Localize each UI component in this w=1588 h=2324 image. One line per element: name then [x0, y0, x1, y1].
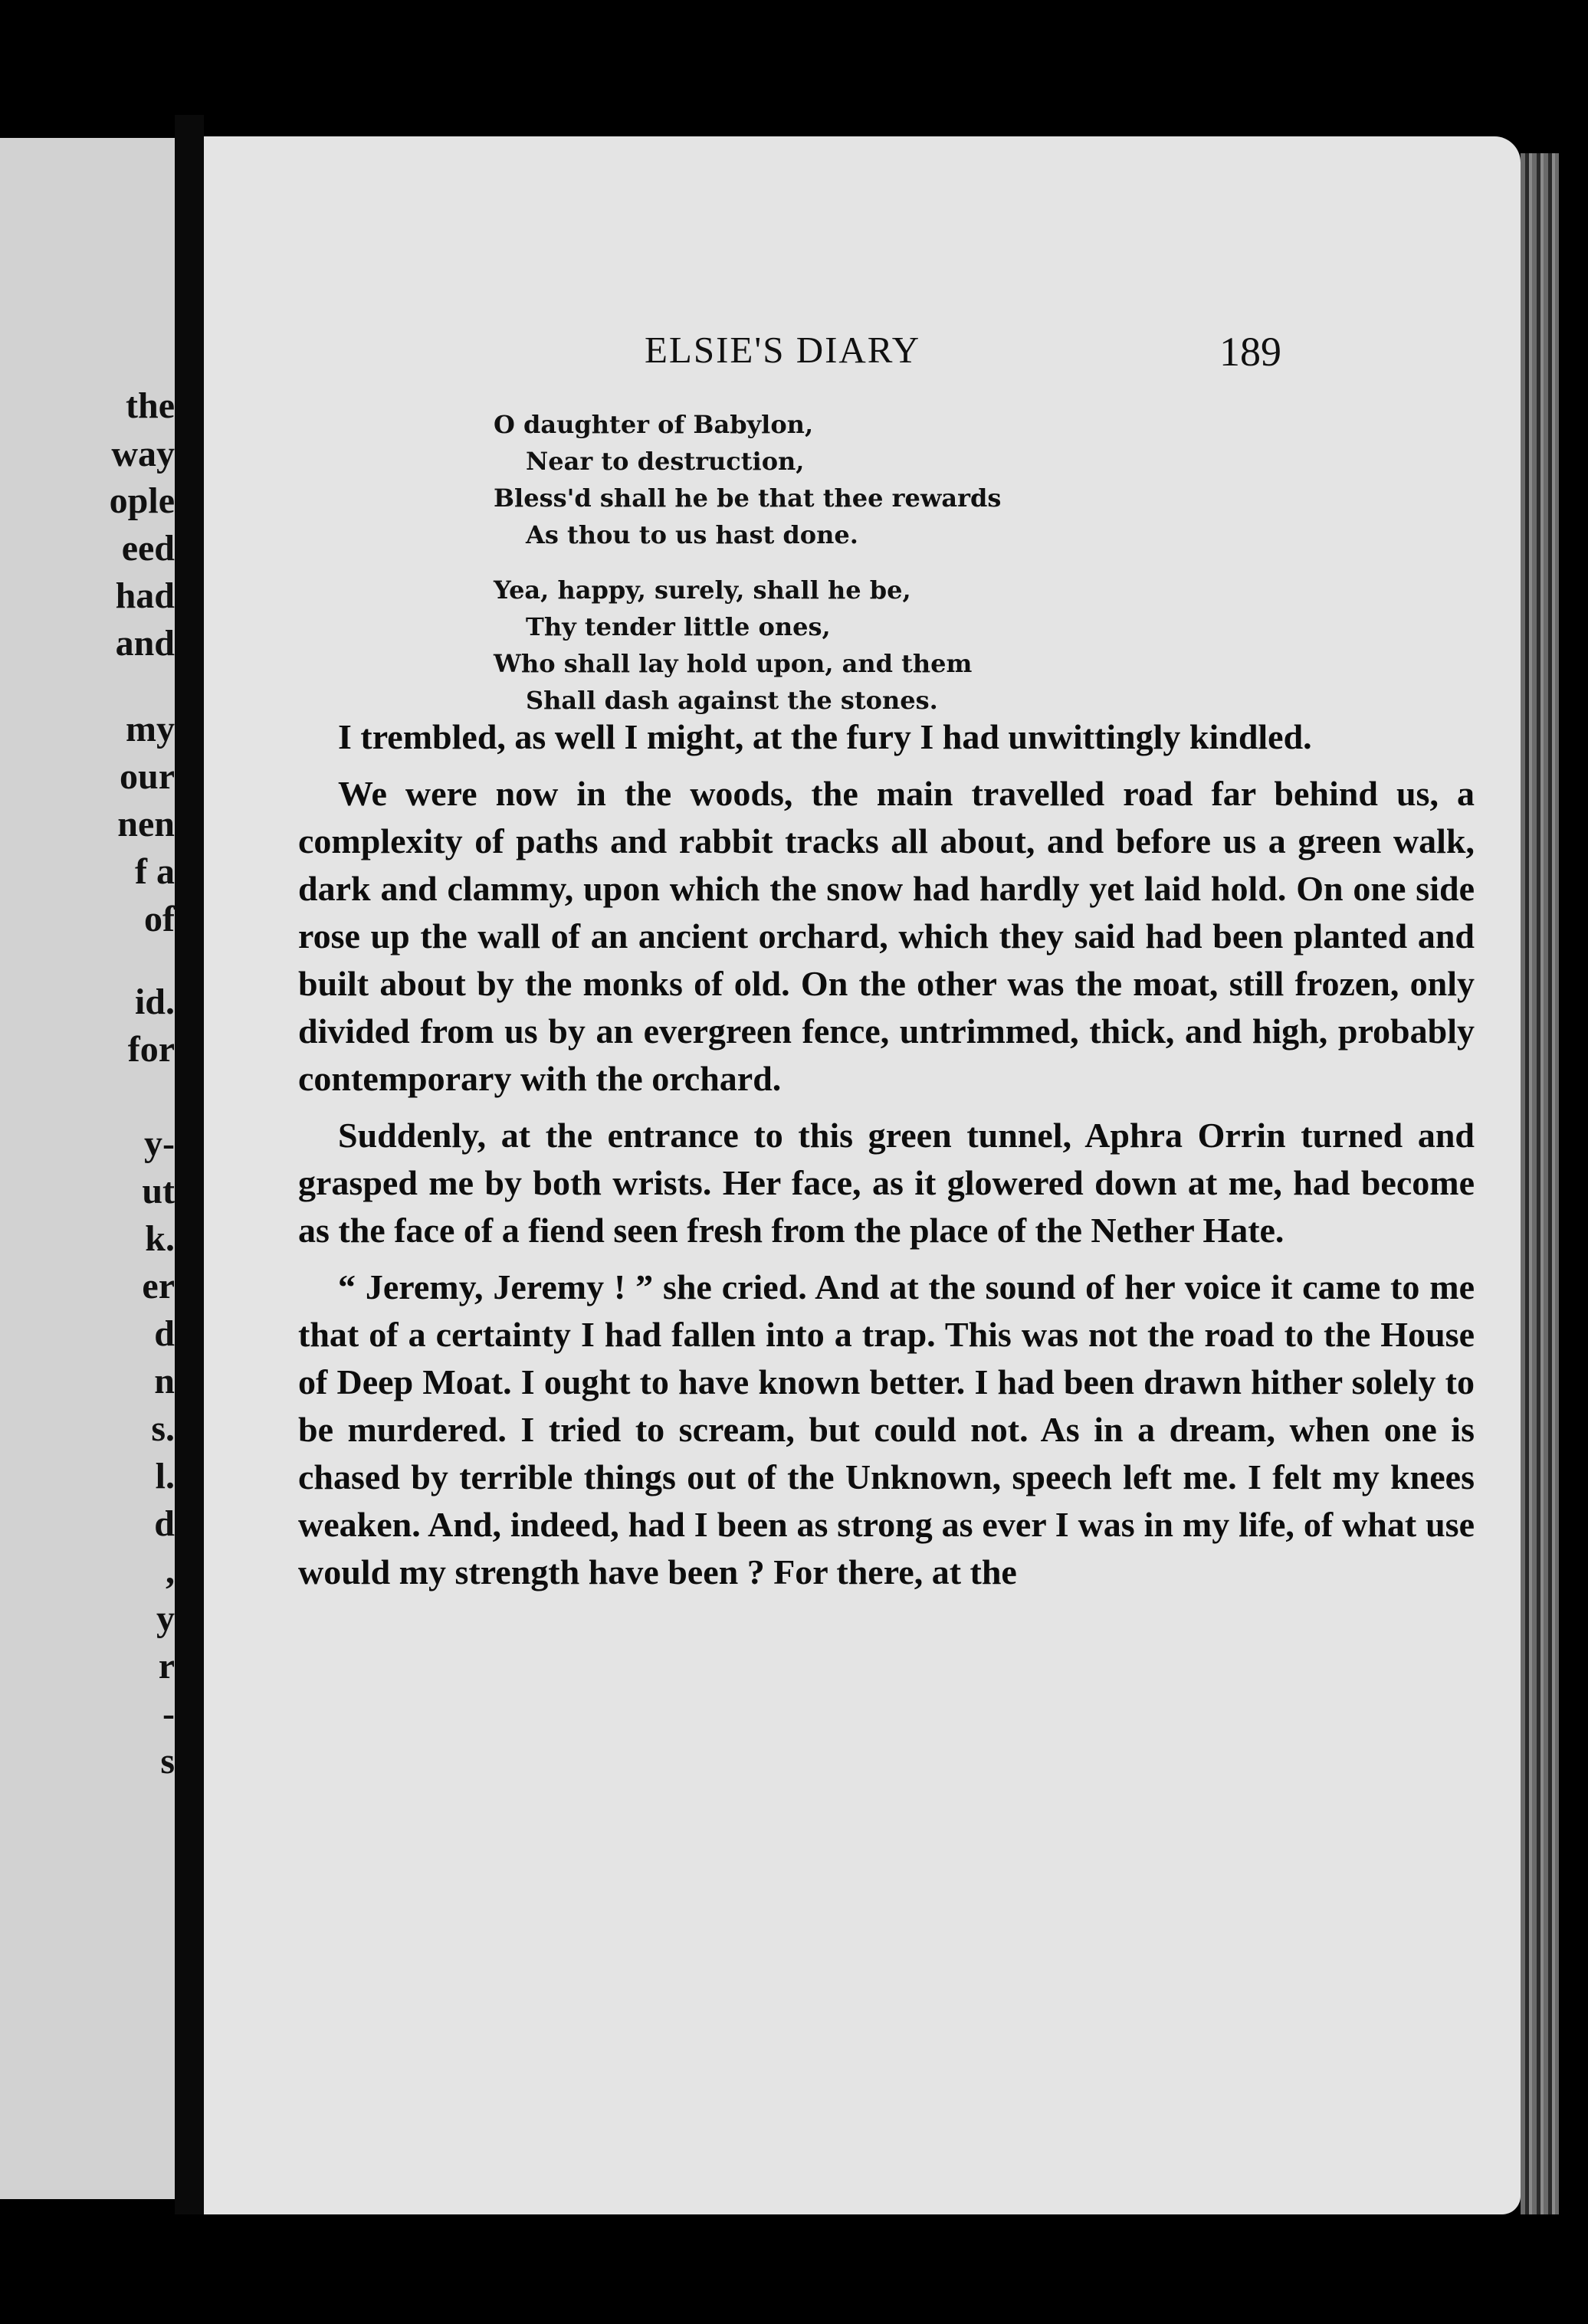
left-page-fragment: way: [111, 434, 175, 474]
paragraph: Suddenly, at the entrance to this green tunnel, Aphra Orrin turned and grasped me by both wrists. Her face, as it glowered down at me, had become as the face of a fiend seen fresh from the place of the Nether Hate.: [298, 1116, 1475, 1250]
left-page-fragment: had: [115, 575, 175, 616]
body-text: [298, 713, 1475, 1605]
left-page-fragment: s.: [151, 1408, 175, 1449]
left-page-fragment: f a: [135, 851, 175, 892]
right-page: [204, 136, 1521, 2214]
running-title: ELSIE'S DIARY: [645, 329, 921, 371]
book-gutter: [175, 115, 204, 2214]
poem-line: Shall dash against the stones.: [526, 686, 938, 715]
poem-line: O daughter of Babylon,: [494, 410, 814, 439]
left-page-fragment: eed: [121, 528, 175, 569]
left-page-fragment: id.: [134, 982, 175, 1022]
left-page-fragment: r: [158, 1646, 175, 1686]
paragraph: “ Jeremy, Jeremy ! ” she cried. And at the sound of her voice it came to me that of a certainty I had fallen into a trap. This was not the road to the House of Deep Moat. I ought to have known better. I had been drawn hither solely to be murdered. I tried to scream, but could not. As in a dream, when one is chased by terrible things out of the Unknown, speech left me. I felt my knees weaken. And, indeed, had I been as strong as ever I was in my life, of what use would my strength have been ? For there, at the: [298, 1267, 1475, 1591]
paragraph: We were now in the woods, the main travelled road far behind us, a complexity of paths and rabbit tracks all about, and before us a green walk, dark and clammy, upon which the snow had hardly yet laid hold. On one side rose up the wall of an ancient orchard, which they said had been planted and built about by the monks of old. On the other was the moat, still frozen, only divided from us by an evergreen fence, untrimmed, thick, and high, probably contemporary with the orchard.: [298, 774, 1475, 1098]
poem-line: Who shall lay hold upon, and them: [494, 649, 973, 678]
poem-line: Near to destruction,: [526, 447, 805, 476]
poem-stanza: [494, 572, 1001, 719]
left-page: [0, 138, 175, 2199]
poem-stanza: [494, 406, 1001, 553]
poem: [494, 406, 1001, 737]
left-page-fragment: -: [162, 1693, 175, 1734]
left-page-fragment: d: [154, 1313, 175, 1354]
left-page-fragment: the: [126, 385, 175, 426]
left-page-fragment: n: [154, 1361, 175, 1401]
left-page-fragment: l.: [155, 1456, 175, 1496]
left-page-fragment: d: [154, 1503, 175, 1544]
page-edges: [1521, 153, 1559, 2214]
left-page-fragment: of: [144, 899, 175, 939]
left-page-fragment: k.: [145, 1218, 175, 1259]
left-page-fragment: ut: [142, 1171, 175, 1211]
left-page-fragment: er: [142, 1266, 175, 1306]
left-page-fragment: y-: [144, 1123, 175, 1164]
page-number: 189: [1219, 329, 1281, 375]
left-page-fragment: ,: [166, 1551, 175, 1591]
left-page-fragment: for: [127, 1029, 175, 1070]
left-page-fragment: s: [160, 1741, 175, 1782]
left-page-fragment: our: [120, 756, 175, 797]
left-page-fragment: y: [156, 1598, 175, 1639]
left-page-fragment: and: [115, 623, 175, 664]
paragraph: I trembled, as well I might, at the fury I had unwittingly kindled.: [338, 717, 1312, 756]
left-page-fragment: my: [126, 709, 175, 749]
left-page-fragment: ople: [109, 480, 175, 521]
poem-line: As thou to us hast done.: [526, 520, 858, 549]
poem-line: Thy tender little ones,: [526, 612, 831, 641]
left-page-fragment: nen: [117, 804, 175, 844]
poem-line: Yea, happy, surely, shall he be,: [494, 575, 911, 605]
poem-line: Bless'd shall he be that thee rewards: [494, 483, 1002, 513]
page-header: [204, 328, 1521, 382]
